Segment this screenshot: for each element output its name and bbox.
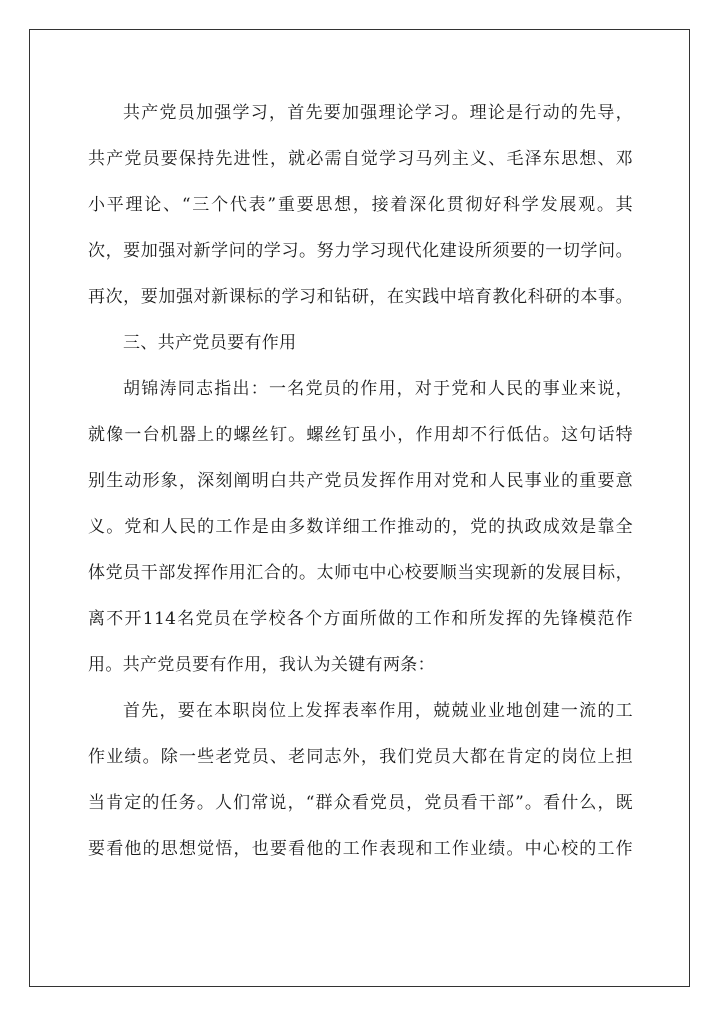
document-body bbox=[88, 90, 633, 872]
paragraph-3-line-2: 作业绩。除一些老党员、老同志外，我们党员大都在肯定的岗位上担 bbox=[88, 747, 633, 767]
paragraph-2-line-4: 义。党和人民的工作是由多数详细工作推动的，党的执政成效是靠全 bbox=[88, 517, 633, 537]
paragraph-2-line-5: 体党员干部发挥作用汇合的。太师屯中心校要顺当实现新的发展目标， bbox=[88, 563, 633, 583]
paragraph-2-line-2: 就像一台机器上的螺丝钉。螺丝钉虽小，作用却不行低估。这句话特 bbox=[88, 425, 633, 445]
paragraph-2-line-6: 离不开114名党员在学校各个方面所做的工作和所发挥的先锋模范作 bbox=[88, 609, 633, 629]
paragraph-2-line-3: 别生动形象，深刻阐明白共产党员发挥作用对党和人民事业的重要意 bbox=[88, 471, 633, 491]
paragraph-1-line-5: 再次，要加强对新课标的学习和钻研，在实践中培育教化科研的本事。 bbox=[88, 287, 633, 307]
paragraph-1-line-2: 共产党员要保持先进性，就必需自觉学习马列主义、毛泽东思想、邓 bbox=[88, 149, 633, 169]
paragraph-2-line-7: 用。共产党员要有作用，我认为关键有两条： bbox=[88, 655, 435, 675]
section-heading: 三、共产党员要有作用 bbox=[123, 333, 297, 353]
paragraph-2-line-1: 胡锦涛同志指出：一名党员的作用，对于党和人民的事业来说， bbox=[123, 379, 633, 399]
paragraph-3-line-1: 首先，要在本职岗位上发挥表率作用，兢兢业业地创建一流的工 bbox=[123, 701, 633, 721]
paragraph-1-line-1: 共产党员加强学习，首先要加强理论学习。理论是行动的先导， bbox=[123, 103, 633, 123]
paragraph-1-line-3: 小平理论、“三个代表”重要思想，接着深化贯彻好科学发展观。其 bbox=[88, 195, 633, 215]
paragraph-3-line-4: 要看他的思想觉悟，也要看他的工作表现和工作业绩。中心校的工作 bbox=[88, 839, 633, 859]
paragraph-3-line-3: 当肯定的任务。人们常说，“群众看党员，党员看干部”。看什么，既 bbox=[88, 793, 633, 813]
paragraph-1-line-4: 次，要加强对新学问的学习。努力学习现代化建设所须要的一切学问。 bbox=[88, 241, 633, 261]
